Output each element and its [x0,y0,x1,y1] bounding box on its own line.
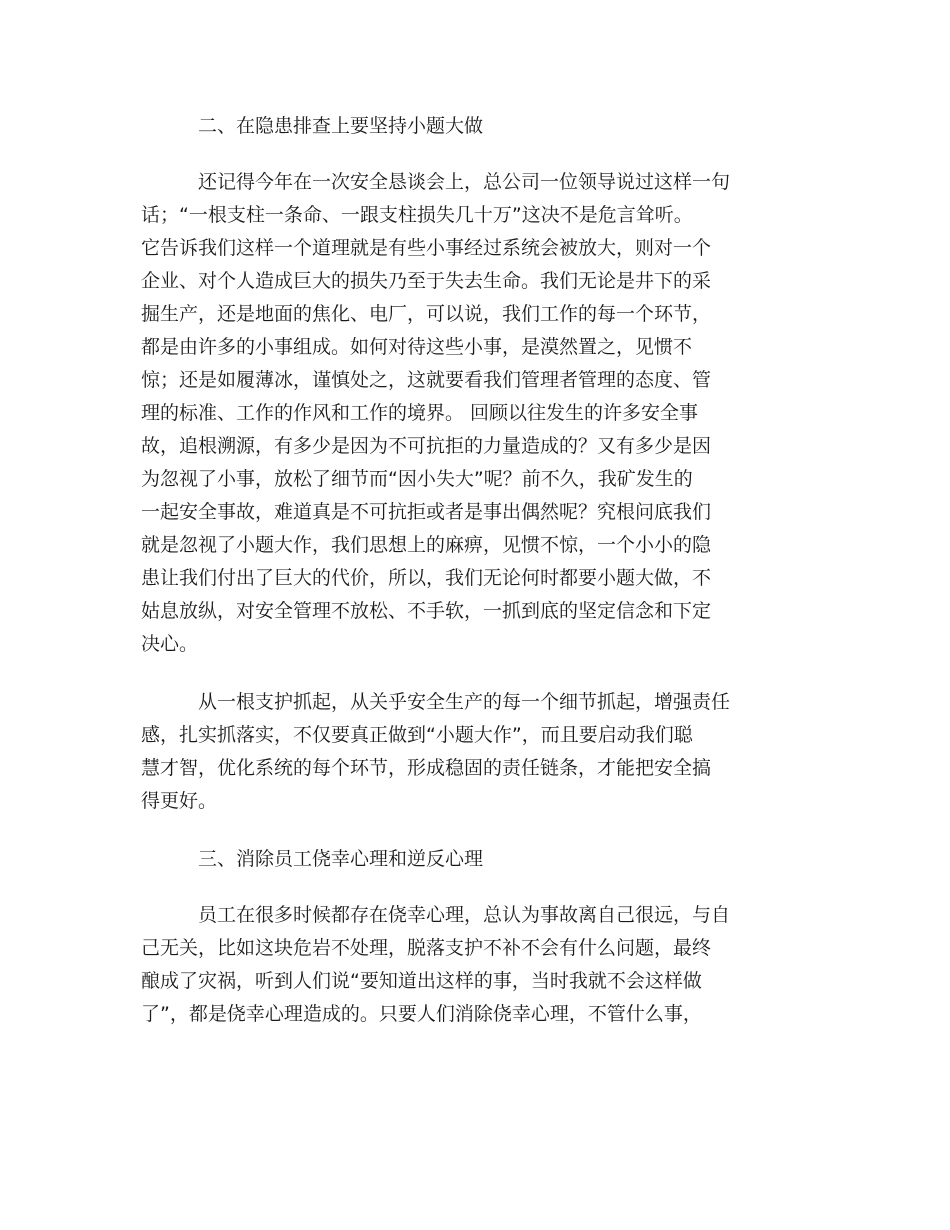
paragraph-line: 感，扎实抓落实，不仅要真正做到“小题大作”，而且要启动我们聪 [141,724,693,746]
paragraph-line: 了”，都是侥幸心理造成的。只要人们消除侥幸心理，不管什么事， [141,1003,702,1025]
paragraph-1 [141,166,809,661]
paragraph-line: 姑息放纵，对安全管理不放松、不手软，一抓到底的坚定信念和下定 [141,600,712,622]
paragraph-line: 都是由许多的小事组成。如何对待这些小事，是漠然置之，见惯不 [141,336,693,358]
section-heading-2: 二、在隐患排查上要坚持小题大做 [198,115,484,137]
paragraph-line: 理的标准、工作的作风和工作的境界。 回顾以往发生的许多安全事 [141,402,699,424]
paragraph-line: 患让我们付出了巨大的代价，所以，我们无论何时都要小题大做，不 [141,567,712,589]
spacer [141,876,809,899]
paragraph-line: 掘生产，还是地面的焦化、电厂，可以说，我们工作的每一个环节， [141,303,712,325]
paragraph-line: 话；“一根支柱一条命、一跟支柱损失几十万”这决不是危言耸听。 [141,204,693,226]
spacer [141,143,809,166]
paragraph-line: 决心。 [141,633,199,655]
paragraph-line: 从一根支护抓起，从关乎安全生产的每一个细节抓起，增强责任 [198,691,731,713]
paragraph-line: 酿成了灾祸，听到人们说“要知道出这样的事，当时我就不会这样做 [141,970,702,992]
paragraph-line: 惊；还是如履薄冰，谨慎处之，这就要看我们管理者管理的态度、管 [141,369,712,391]
paragraph-line: 为忽视了小事，放松了细节而“因小失大”呢？前不久，我矿发生的 [141,468,693,490]
spacer [141,661,809,686]
paragraph-line: 员工在很多时候都存在侥幸心理，总认为事故离自己很远，与自 [198,904,731,926]
paragraph-line: 它告诉我们这样一个道理就是有些小事经过系统会被放大，则对一个 [141,237,712,259]
paragraph-line: 一起安全事故，难道真是不可抗拒或者是事出偶然呢？究根问底我们 [141,501,712,523]
paragraph-2 [141,686,809,818]
paragraph-line: 己无关，比如这块危岩不处理，脱落支护不补不会有什么问题，最终 [141,937,712,959]
paragraph-line: 得更好。 [141,790,218,812]
paragraph-line: 故，追根溯源，有多少是因为不可抗拒的力量造成的？又有多少是因 [141,435,712,457]
paragraph-3 [141,899,809,1031]
spacer [141,818,809,843]
section-heading-3: 三、消除员工侥幸心理和逆反心理 [198,848,484,870]
paragraph-line: 企业、对个人造成巨大的损失乃至于失去生命。我们无论是井下的采 [141,270,712,292]
paragraph-line: 就是忽视了小题大作，我们思想上的麻痹，见惯不惊，一个小小的隐 [141,534,712,556]
document-body [141,110,809,1031]
paragraph-line: 还记得今年在一次安全恳谈会上，总公司一位领导说过这样一句 [198,171,731,193]
paragraph-line: 慧才智，优化系统的每个环节，形成稳固的责任链条，才能把安全搞 [141,757,712,779]
